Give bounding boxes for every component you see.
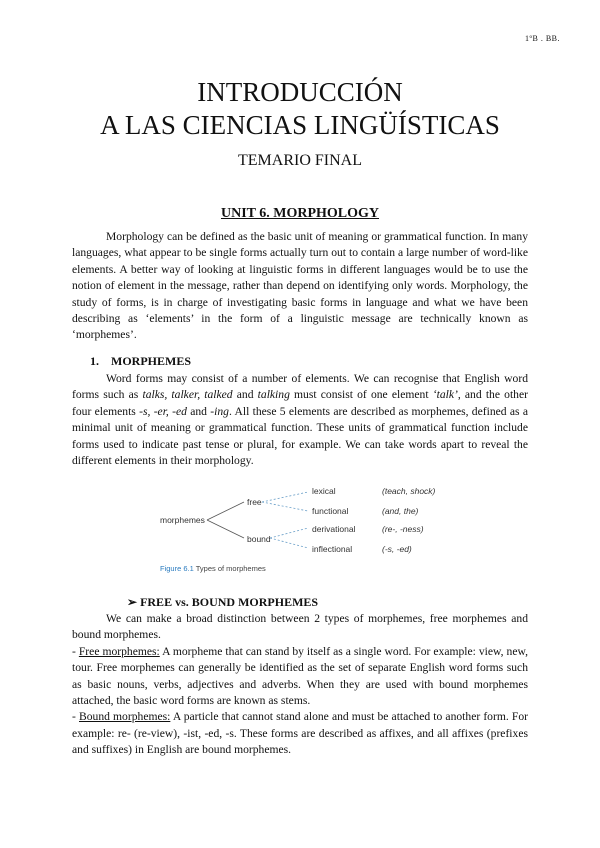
- figure-derivational-label: derivational: [312, 524, 356, 534]
- figure-caption-number: Figure 6.1: [160, 564, 194, 573]
- figure-bound-label: bound: [247, 534, 271, 544]
- figure-caption-text: Types of morphemes: [195, 564, 266, 573]
- figure-lexical-examples: (teach, shock): [382, 486, 436, 496]
- unit-heading: UNIT 6. MORPHOLOGY: [220, 206, 380, 221]
- free-morphemes-label: Free morphemes:: [78, 644, 160, 658]
- free-bound-intro: We can make a broad distinction between 2 types of morphemes, free morphemes and bound morphemes.: [72, 612, 528, 642]
- figure-derivational-examples: (re-, -ness): [382, 524, 424, 534]
- example-words: talks, talker, talked: [142, 388, 233, 402]
- text-run: , and the other four elements: [72, 388, 528, 418]
- intro-text: Morphology can be defined as the basic unit of meaning or grammatical function. In many languages, what appear to be single forms actually turn out to contain a large number of word-like elements. A better way of looking at linguistic forms in different languages would be to use the notion of element in the message, rather than depend on identifying only words. Morphology, the study of forms, is in charge of investigating basic forms in language and what we have been describing as ‘elements’ in the form of a linguistic message are technically known as ‘morphemes’.: [72, 230, 528, 342]
- figure-functional-label: functional: [312, 506, 349, 516]
- free-bound-paragraph: [72, 611, 528, 759]
- bullet-arrow-icon: ➢: [127, 595, 138, 609]
- example-suffixes: -s, -er, -ed: [139, 404, 187, 418]
- text-run: and: [232, 388, 258, 402]
- figure-caption: [160, 564, 266, 573]
- dash: -: [72, 710, 79, 724]
- example-suffix: -ing: [210, 404, 229, 418]
- figure-functional-examples: (and, the): [382, 506, 419, 516]
- free-bound-title: FREE vs. BOUND MORPHEMES: [140, 595, 319, 609]
- text-run: . All these 5 elements are described as morphemes, defined as a minimal unit of meaning or grammatical function. These units of grammatical function include forms used to indicate past tense or plural, for example. We can take words apart to reveal the different elements in their morphology.: [72, 404, 528, 468]
- intro-paragraph: [72, 229, 528, 344]
- dash: -: [72, 644, 79, 658]
- text-run: and: [186, 404, 211, 418]
- title-line-2: A LAS CIENCIAS LINGÜÍSTICAS: [100, 110, 500, 140]
- bound-morphemes-label: Bound morphemes:: [79, 710, 171, 724]
- document-subtitle: TEMARIO FINAL: [238, 152, 362, 169]
- morphemes-paragraph: [72, 371, 528, 469]
- example-word: talking: [257, 388, 290, 402]
- figure-root-label: morphemes: [160, 515, 205, 525]
- section-number: 1.: [90, 354, 99, 368]
- section-title: MORPHEMES: [111, 354, 191, 368]
- corner-mark: 1ºB . BB.: [525, 34, 560, 43]
- figure-free-label: free: [247, 497, 262, 507]
- bound-morphemes-definition: [72, 709, 528, 758]
- section-morphemes-heading: [90, 354, 191, 369]
- figure-inflectional-examples: (-s, -ed): [382, 544, 412, 554]
- figure-inflectional-label: inflectional: [312, 544, 353, 554]
- free-morphemes-text: A morpheme that can stand by itself as a single word. For example: view, new, tour. Free morphemes can generally be identified as the set of separate English word forms such as basic nouns, verbs, adjectives and adverbs. When they are used with bound morphemes attached, the basic word forms are known as stems.: [72, 644, 528, 708]
- figure-lexical-label: lexical: [312, 486, 336, 496]
- example-element: ‘talk’: [432, 388, 458, 402]
- free-morphemes-definition: [72, 644, 528, 710]
- morpheme-types-figure: [150, 478, 460, 574]
- document-title: [0, 76, 600, 142]
- text-run: Word forms may consist of a number of elements. We can recognise that English word forms such as: [72, 372, 528, 402]
- bound-morphemes-text: A particle that cannot stand alone and must be attached to another form. For example: re- (re-view), -ist, -ed, -s. These forms are described as affixes, and all affixes (prefixes and suffixes) in English are bound morphemes.: [72, 710, 528, 757]
- title-line-1: INTRODUCCIÓN: [197, 77, 403, 107]
- free-bound-heading: [127, 595, 318, 610]
- text-run: must consist of one element: [289, 388, 433, 402]
